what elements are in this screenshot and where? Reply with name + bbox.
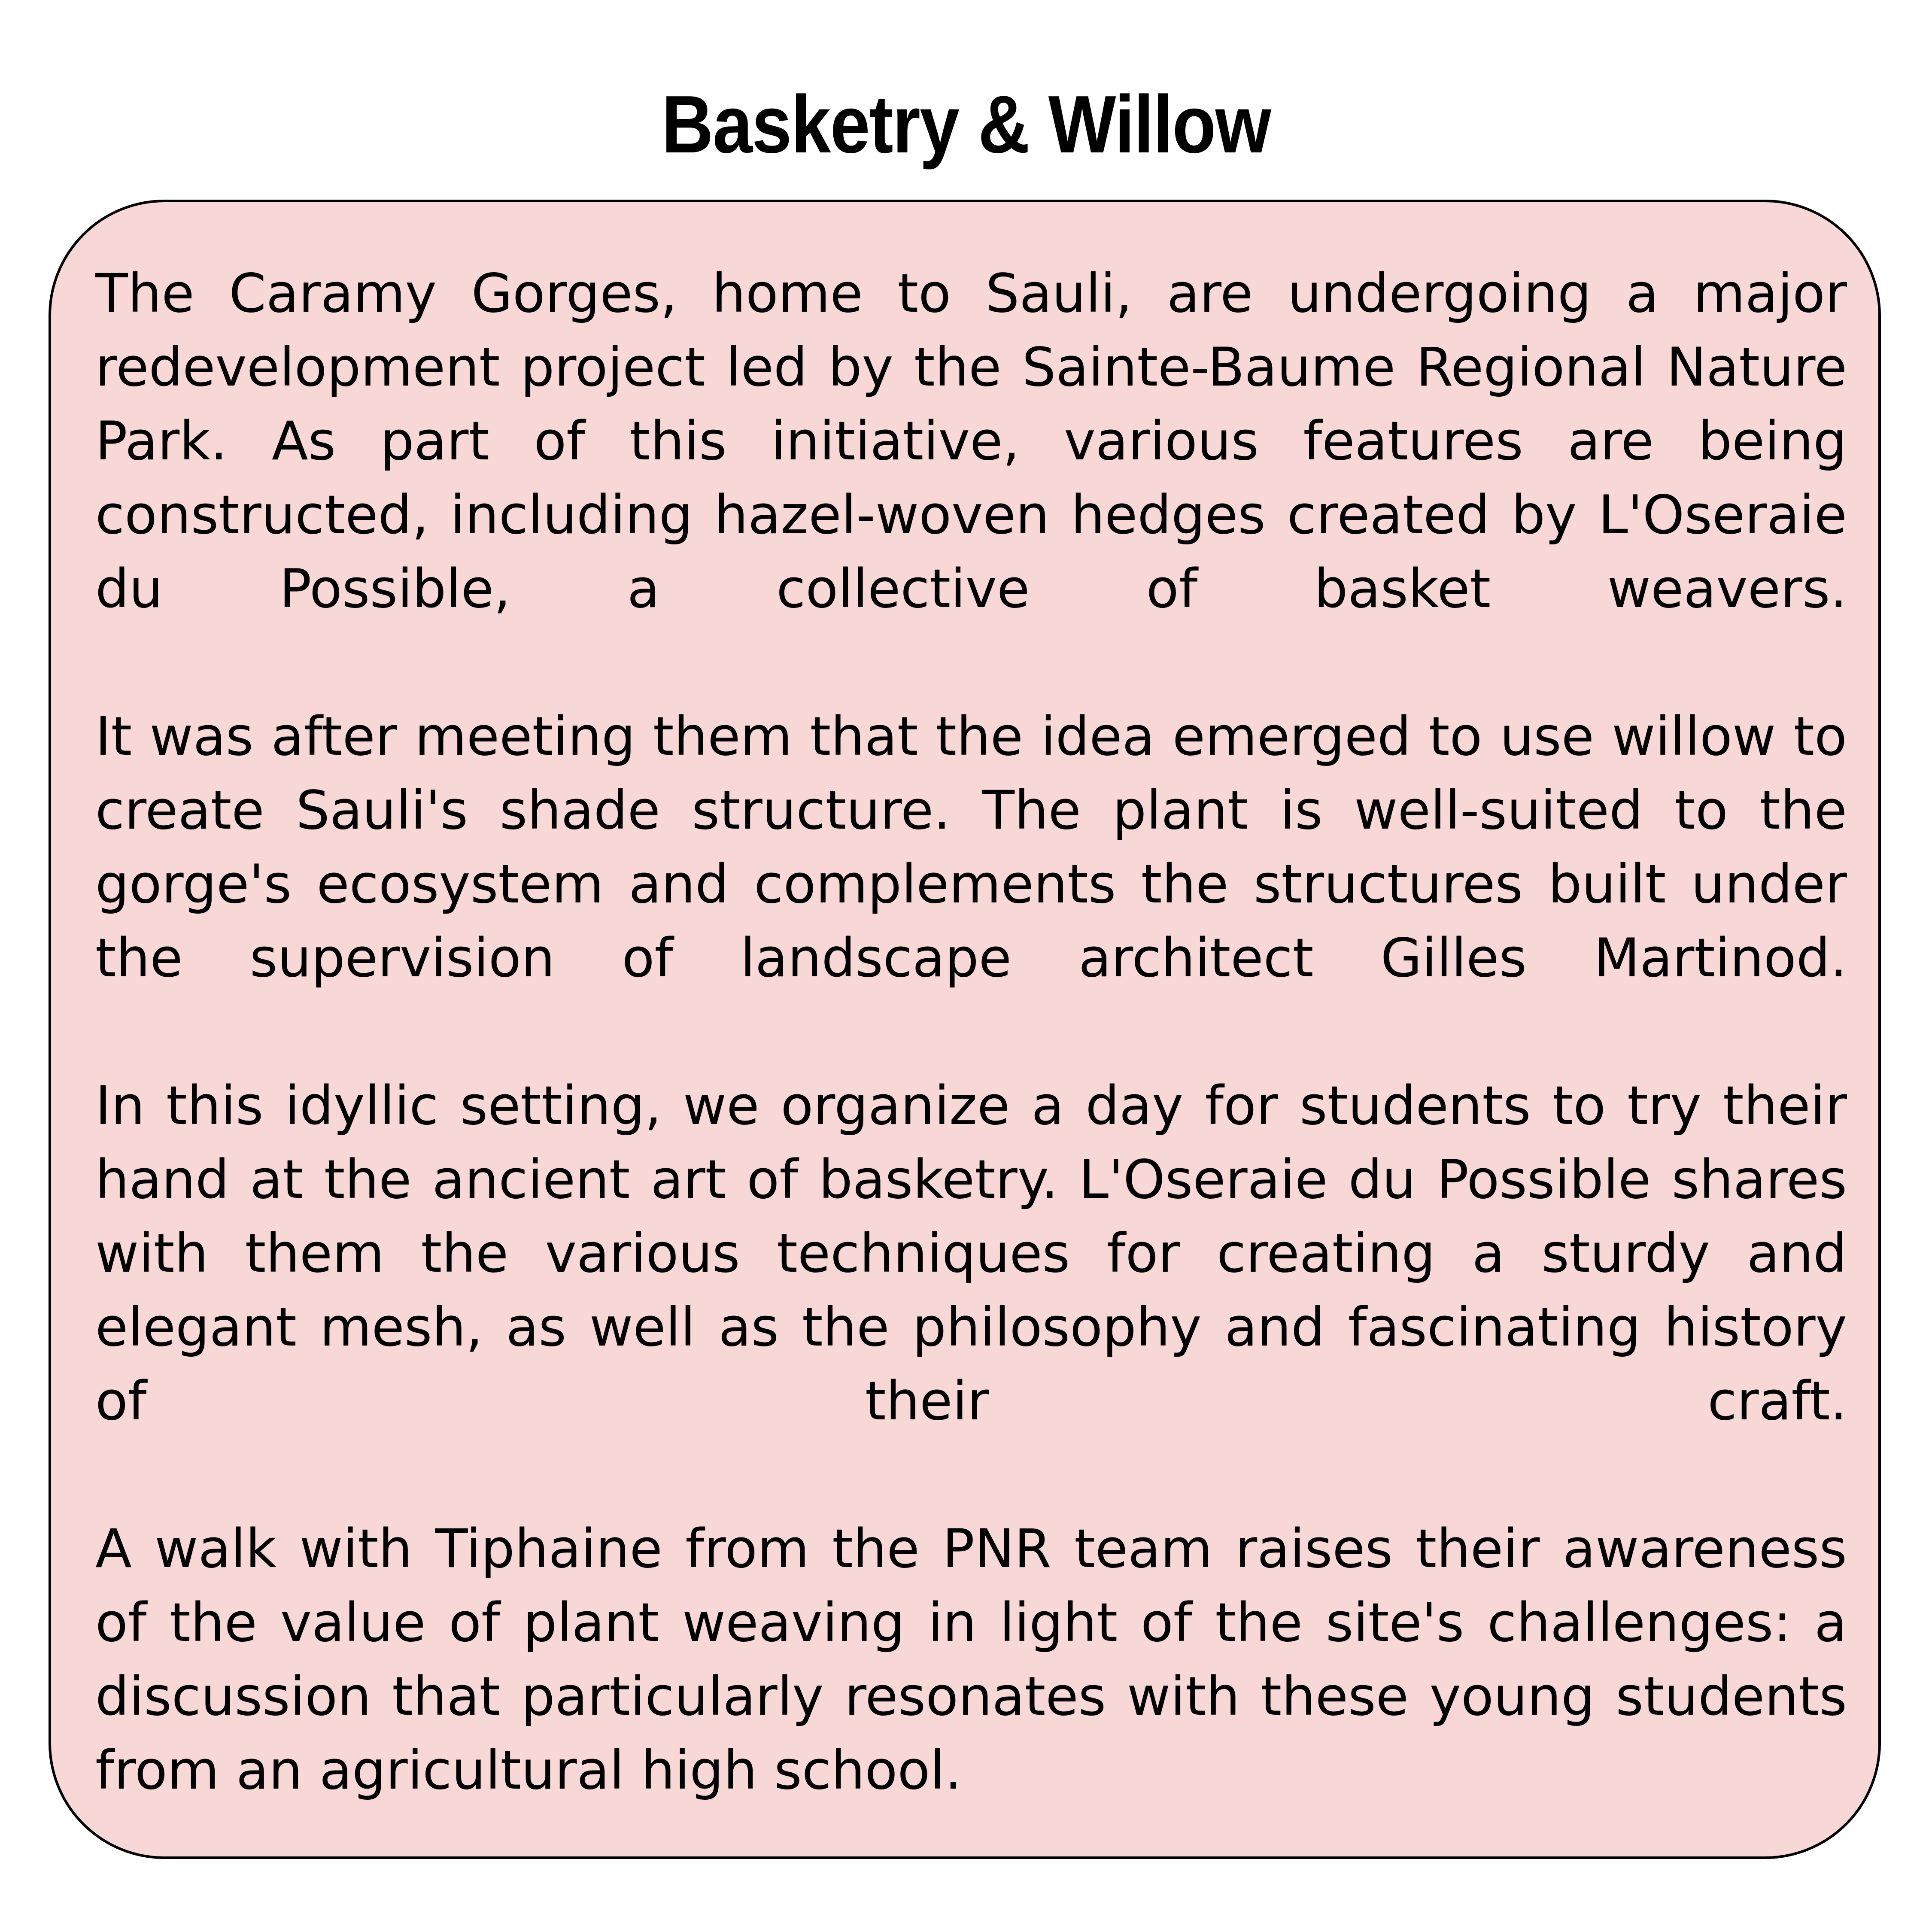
paragraph-4: A walk with Tiphaine from the PNR team raises their awareness of the value of plant weaving in light of the site's challenges: a discussion that particularly resonates with these young students from an agricultural high school. [95,1518,1847,1801]
page-title: Basketry & Willow [661,79,1271,170]
paragraph-3: In this idyllic setting, we organize a day for students to try their hand at the ancient art of basketry. L'Oseraie du Possible shares with them the various techniques for creating a sturdy and elegant mesh, as well as the philosophy and fascinating history of their craft. [95,1075,1847,1432]
body-text [95,257,1847,1807]
paragraph-1: The Caramy Gorges, home to Sauli, are undergoing a major redevelopment project led by the Sainte-Baume Regional Nature Park. As part of this initiative, various features are being constructed, including hazel-woven hedges created by L'Oseraie du Possible, a collective of basket weavers. [95,263,1847,620]
paragraph-2: It was after meeting them that the idea emerged to use willow to create Sauli's shade structure. The plant is well-suited to the gorge's ecosystem and complements the structures built under the supervision of landscape architect Gilles Martinod. [95,706,1847,989]
